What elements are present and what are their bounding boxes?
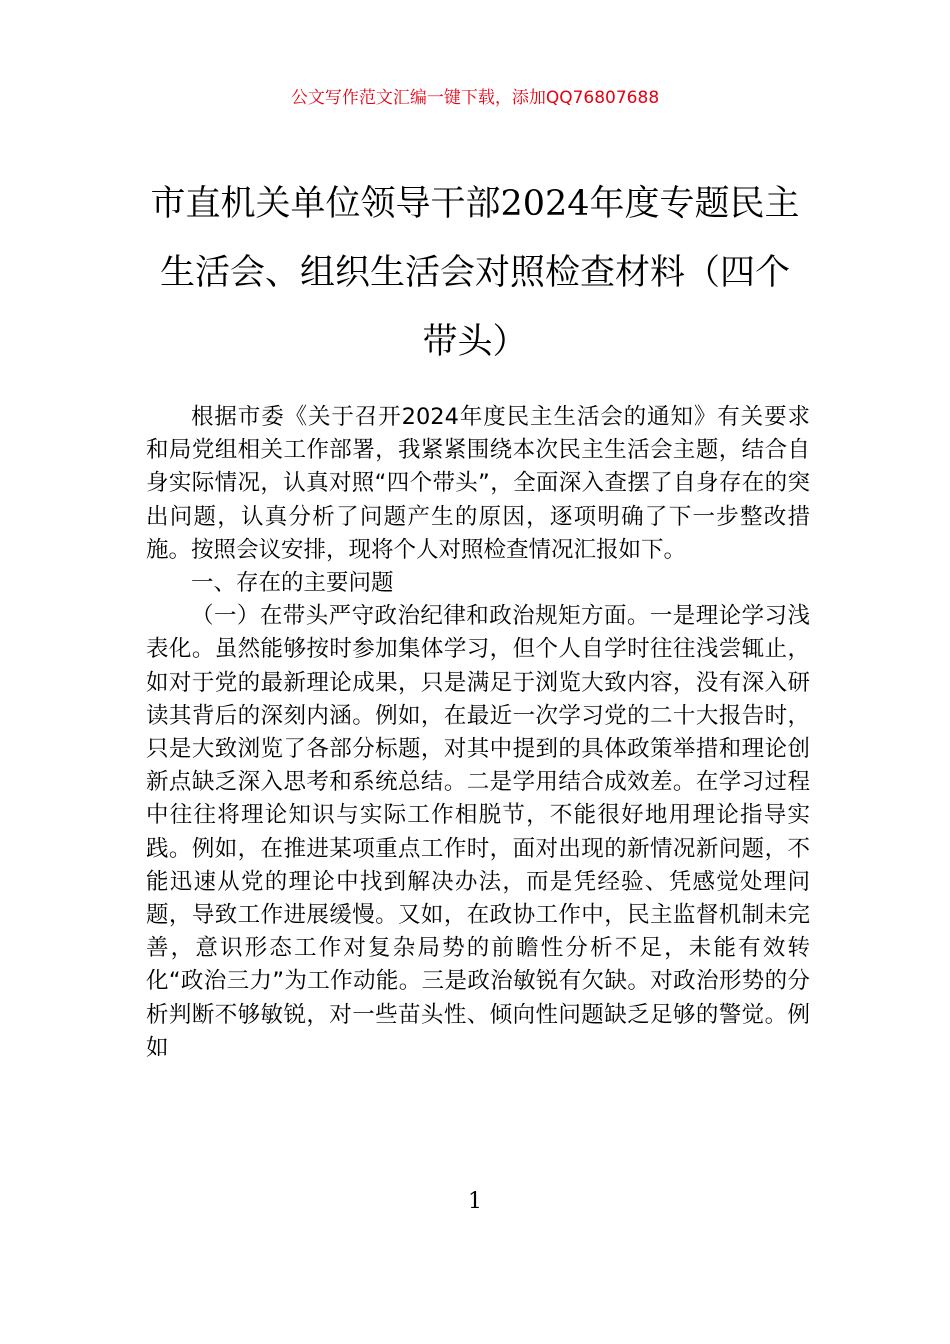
download-watermark: 公文写作范文汇编一键下载，添加QQ76807688 [290, 88, 660, 108]
title-line-3: 带头） [422, 322, 528, 362]
section-heading-main-problems: 一、存在的主要问题 [191, 570, 394, 597]
document-title [130, 170, 820, 377]
page-number: 1 [468, 1189, 482, 1214]
intro-paragraph: 根据市委《关于召开2024年度民主生活会的通知》有关要求和局党组相关工作部署，我紧紧围绕本次民主生活会主题，结合自身实际情况，认真对照“四个带头”，全面深入查摆了自身存在的突出问题，认真分析了问题产生的原因，逐项明确了下一步整改措施。按照会议安排，现将个人对照检查情况汇报如下。 [146, 404, 810, 563]
document-body [146, 401, 810, 1065]
problem-paragraph-1: （一）在带头严守政治纪律和政治规矩方面。一是理论学习浅表化。虽然能够按时参加集体学习，但个人自学时往往浅尝辄止，如对于党的最新理论成果，只是满足于浏览大致内容，没有深入研读其背后的深刻内涵。例如，在最近一次学习党的二十大报告时，只是大致浏览了各部分标题，对其中提到的具体政策举措和理论创新点缺乏深入思考和系统总结。二是学用结合成效差。在学习过程中往往将理论知识与实际工作相脱节，不能很好地用理论指导实践。例如，在推进某项重点工作时，面对出现的新情况新问题，不能迅速从党的理论中找到解决办法，而是凭经验、凭感觉处理问题，导致工作进展缓慢。又如，在政协工作中，民主监督机制未完善，意识形态工作对复杂局势的前瞻性分析不足，未能有效转化“政治三力”为工作动能。三是政治敏锐有欠缺。对政治形势的分析判断不够敏锐，对一些苗头性、倾向性问题缺乏足够的警觉。例如 [146, 603, 810, 1061]
title-line-1: 市直机关单位领导干部2024年度专题民主 [150, 184, 800, 224]
title-line-2: 生活会、组织生活会对照检查材料（四个 [159, 253, 790, 293]
